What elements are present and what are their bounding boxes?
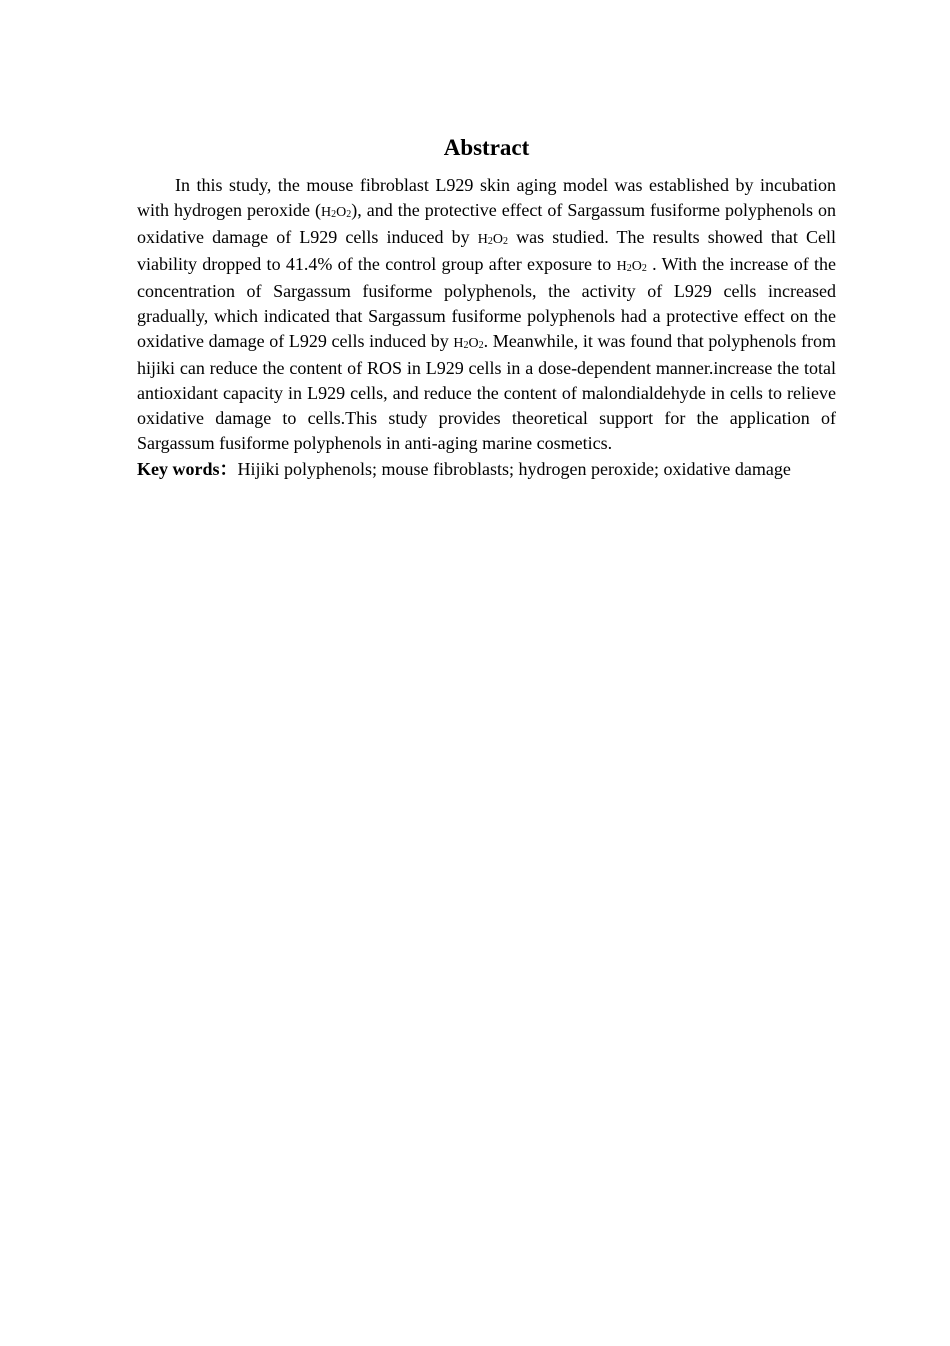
h2o2-formula-1: $H_2O_2$ <box>320 205 352 220</box>
abstract-text-3: was studied. The results showed that Cell viability dropped to 41.4% of the control group after exposure to <box>137 227 837 274</box>
abstract-text-2: ), and the protective effect of Sargassum fusiforme polyphenols on oxidative damage of L929 cells induced by <box>137 200 837 247</box>
h2o2-formula-4: $H_2O_2$ <box>453 336 484 351</box>
h2o2-formula-2: $H_2O_2$ <box>477 232 509 247</box>
abstract-text-1: In this study, the mouse fibroblast L929 skin aging model was established by incubation with hydrogen peroxide ( <box>137 175 836 220</box>
keywords-line <box>137 457 836 482</box>
keywords-label: Key words： <box>137 459 238 479</box>
abstract-text-4: . With the increase of the concentration of Sargassum fusiforme polyphenols, the activity of L929 cells increased gradually, which indicated that Sargassum fusiforme polyphenols had a protective effect on the oxidative damage of L929 cells induced by <box>137 254 836 351</box>
abstract-text-5: . Meanwhile, it was found that polyphenols from hijiki can reduce the content of ROS in L929 cells in a dose-dependent manner.increase the total antioxidant capacity in L929 cells, and reduce the content of malondialdehyde in cells to relieve oxidative damage to cells.This study provides theoretical support for the application of Sargassum fusiforme polyphenols in anti-aging marine cosmetics. <box>137 331 836 453</box>
abstract-title: Abstract <box>443 135 530 160</box>
abstract-paragraph <box>137 173 836 456</box>
h2o2-formula-3: $H_2O_2$ <box>616 259 647 274</box>
keywords-text: Hijiki polyphenols; mouse fibroblasts; hydrogen peroxide; oxidative damage <box>237 459 791 479</box>
abstract-section <box>137 133 836 482</box>
